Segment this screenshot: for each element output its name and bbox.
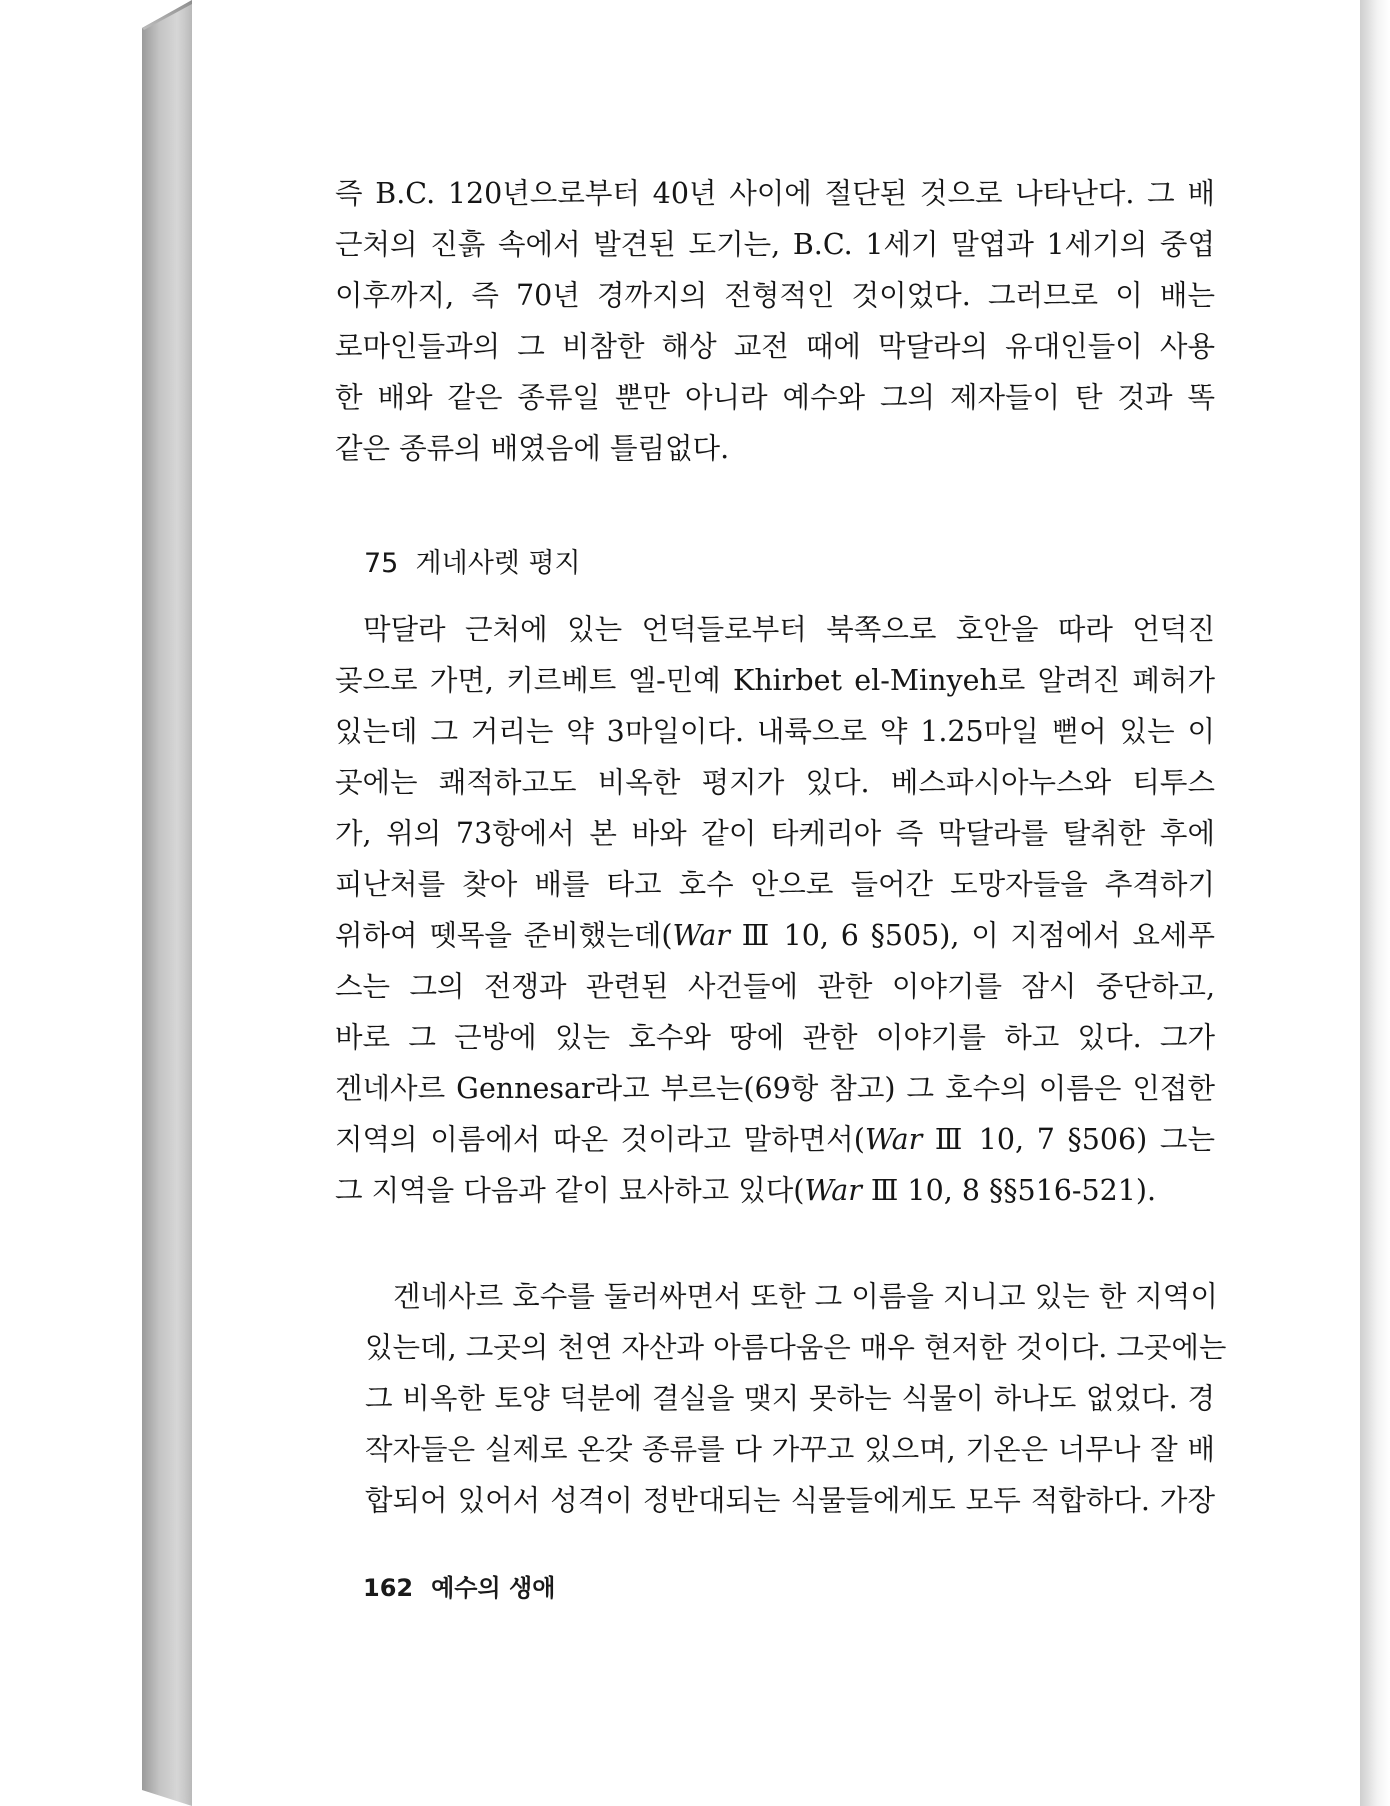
paragraph-line: 있는데 그 거리는 약 3마일이다. 내륙으로 약 1.25마일 뻗어 있는 이 [335, 715, 1215, 748]
section-heading [335, 544, 1215, 584]
paragraph-line [335, 1114, 1215, 1165]
paragraph-line: 바로 그 근방에 있는 호수와 땅에 관한 이야기를 하고 있다. 그가 [335, 1021, 1215, 1054]
quote-line: 작자들은 실제로 온갖 종류를 다 가꾸고 있으며, 기온은 너무나 잘 배 [365, 1433, 1215, 1466]
paragraph-line: 겐네사르 Gennesar라고 부르는(69항 참고) 그 호수의 이름은 인접한 [335, 1072, 1215, 1105]
quote-line: 합되어 있어서 성격이 정반대되는 식물들에게도 모두 적합하다. 가장 [365, 1484, 1215, 1517]
section-number: 75 [364, 548, 399, 579]
paragraph-line: 한 배와 같은 종류일 뿐만 아니라 예수와 그의 제자들이 탄 것과 똑 [335, 381, 1215, 414]
book-spine-edge [142, 0, 192, 1806]
page-body [335, 168, 1227, 1526]
paragraph-line: 같은 종류의 배였음에 틀림없다. [335, 432, 730, 465]
paragraph-1 [335, 168, 1215, 474]
paragraph-line: 즉 B.C. 120년으로부터 40년 사이에 절단된 것으로 나타난다. 그 배 [335, 177, 1215, 210]
text-run: 위하여 뗏목을 준비했는데( [335, 919, 673, 952]
text-run: 지역의 이름에서 따온 것이라고 말하면서( [335, 1123, 865, 1156]
paragraph-2 [335, 604, 1215, 1216]
quote-line: 겐네사르 호수를 둘러싸면서 또한 그 이름을 지니고 있는 한 지역이 [393, 1280, 1218, 1313]
text-run: Ⅲ 10, 6 §505), 이 지점에서 요세푸 [729, 919, 1215, 952]
paragraph-line [335, 1165, 1215, 1216]
block-quote [335, 1271, 1227, 1526]
text-run: 그 지역을 다음과 같이 묘사하고 있다( [335, 1174, 805, 1207]
paragraph-line: 로마인들과의 그 비참한 해상 교전 때에 막달라의 유대인들이 사용 [335, 330, 1215, 363]
paragraph-line: 가, 위의 73항에서 본 바와 같이 타케리아 즉 막달라를 탈취한 후에 [335, 817, 1215, 850]
paragraph-line: 이후까지, 즉 70년 경까지의 전형적인 것이었다. 그러므로 이 배는 [335, 279, 1215, 312]
quote-line: 있는데, 그곳의 천연 자산과 아름다움은 매우 현저한 것이다. 그곳에는 [365, 1331, 1227, 1364]
quote-line: 그 비옥한 토양 덕분에 결실을 맺지 못하는 식물이 하나도 없었다. 경 [365, 1382, 1215, 1415]
paragraph-line: 곳에는 쾌적하고도 비옥한 평지가 있다. 베스파시아누스와 티투스 [335, 766, 1215, 799]
text-run: Ⅲ 10, 8 §§516-521). [861, 1174, 1157, 1207]
paragraph-line: 피난처를 찾아 배를 타고 호수 안으로 들어간 도망자들을 추격하기 [335, 868, 1215, 901]
paragraph-line: 곶으로 가면, 키르베트 엘-민예 Khirbet el-Minyeh로 알려진 폐허가 [335, 664, 1215, 697]
paragraph-line [335, 910, 1215, 961]
page-footer [363, 1568, 555, 1603]
running-title: 예수의 생애 [431, 1574, 556, 1602]
citation-title: War [804, 1174, 862, 1207]
page-right-shadow [1360, 0, 1390, 1806]
page-number: 162 [363, 1574, 414, 1602]
text-run: Ⅲ 10, 7 §506) 그는 [922, 1123, 1215, 1156]
citation-title: War [864, 1123, 923, 1156]
paragraph-line: 막달라 근처에 있는 언덕들로부터 북쪽으로 호안을 따라 언덕진 [363, 613, 1215, 646]
section-title: 게네사렛 평지 [415, 548, 581, 579]
paragraph-line: 근처의 진흙 속에서 발견된 도기는, B.C. 1세기 말엽과 1세기의 중엽 [335, 228, 1215, 261]
citation-title: War [672, 919, 730, 952]
paragraph-line: 스는 그의 전쟁과 관련된 사건들에 관한 이야기를 잠시 중단하고, [335, 970, 1215, 1003]
